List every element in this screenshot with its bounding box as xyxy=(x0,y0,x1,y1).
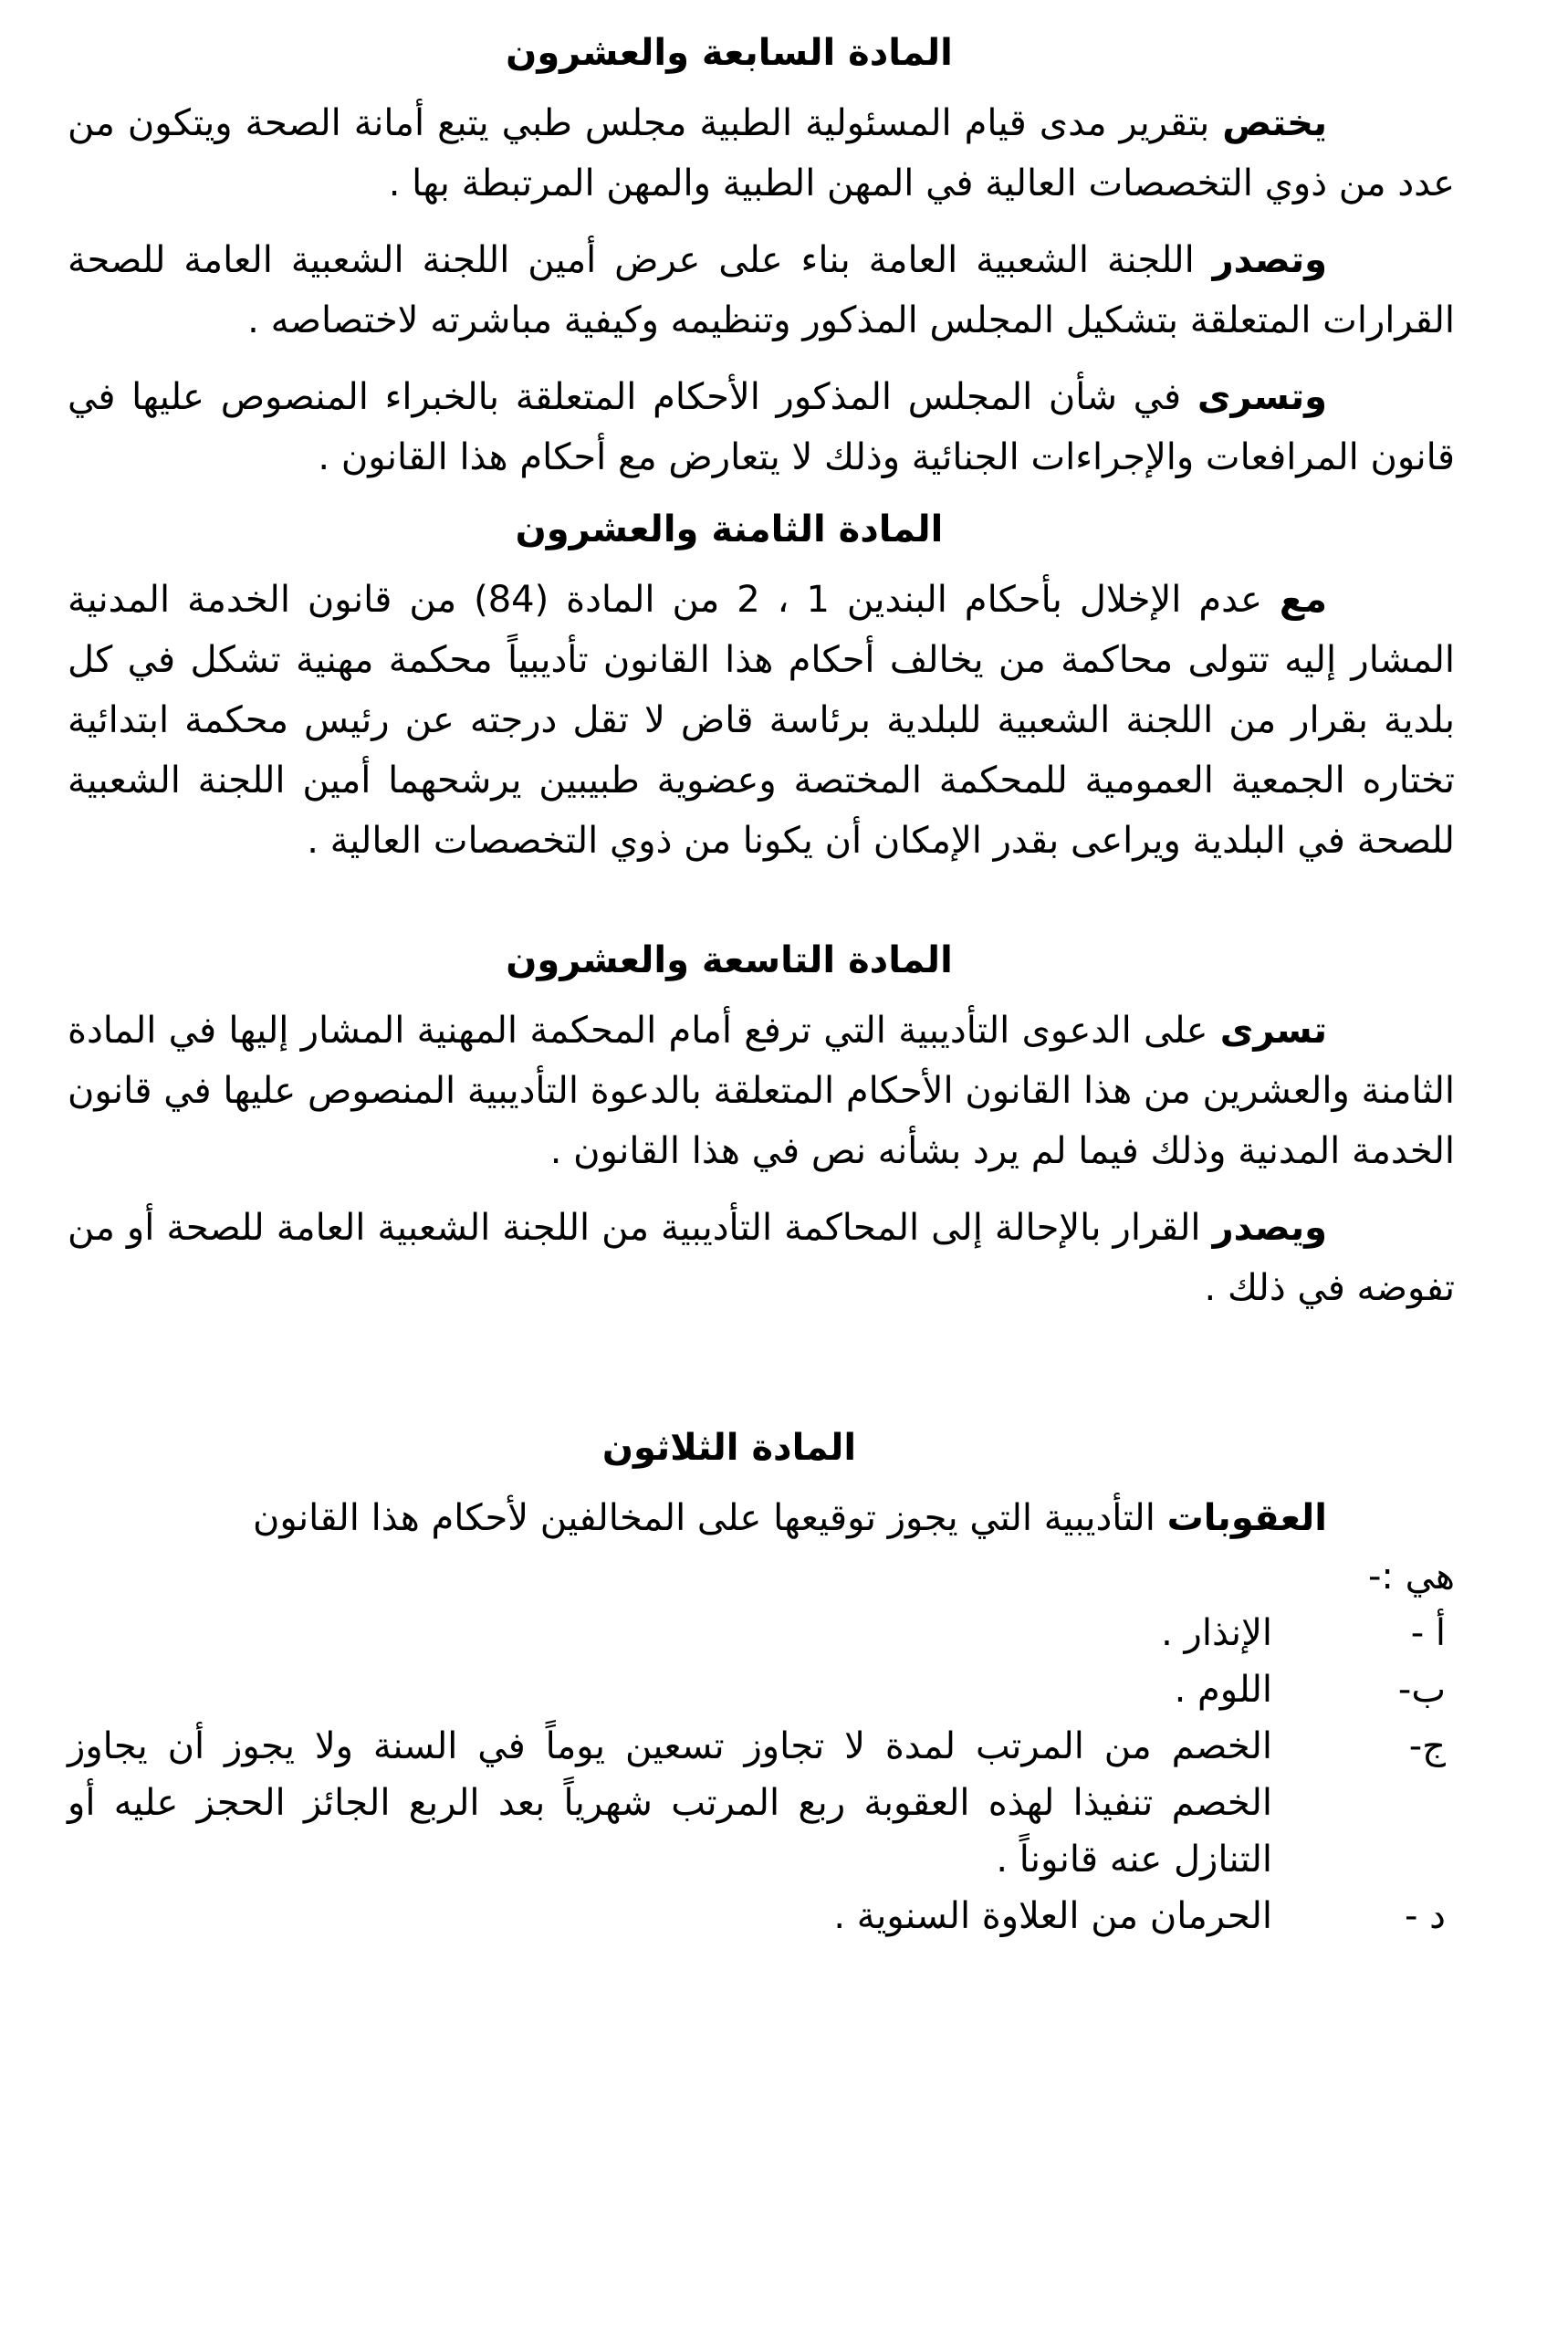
article-28 xyxy=(68,504,1455,871)
article-paragraph xyxy=(68,570,1455,871)
penalties-list xyxy=(68,1605,1455,1944)
paragraph-lead-word: ويصدر xyxy=(1212,1207,1327,1249)
list-item-text: الإنذار . xyxy=(1161,1612,1272,1654)
article-paragraph xyxy=(68,230,1455,351)
article-paragraph xyxy=(68,93,1455,214)
list-marker: ب- xyxy=(1397,1669,1446,1711)
paragraph-lead-word: وتصدر xyxy=(1212,239,1327,281)
article-paragraph xyxy=(68,1198,1455,1318)
list-item xyxy=(68,1718,1455,1888)
list-item-text: اللوم . xyxy=(1174,1669,1272,1711)
article-paragraph xyxy=(68,367,1455,487)
paragraph-lead-word: يختص xyxy=(1222,102,1327,144)
paragraph-lead-word: العقوبات xyxy=(1166,1497,1327,1539)
article-heading: المادة السابعة والعشرون xyxy=(506,32,953,74)
list-item xyxy=(68,1605,1455,1661)
paragraph-lead-word: تسرى xyxy=(1219,1010,1327,1052)
paragraph-text: على الدعوى التأديبية التي ترفع أمام المحكمة المهنية المشار إليها في المادة الثامنة والعشرين من هذا القانون الأحكام المتعلقة بالدعوة التأديبية المنصوص عليها في قانون الخدمة المدنية وذلك فيما لم يرد بشأنه نص في هذا القانون . xyxy=(68,1010,1455,1172)
list-item-text: الخصم من المرتب لمدة لا تجاوز تسعين يوماً في السنة ولا يجوز أن يجاوز الخصم تنفيذا لهذه العقوبة ربع المرتب شهرياً بعد الربع الجائز الحجز عليه أو التنازل عنه قانوناً . xyxy=(68,1725,1272,1881)
article-27 xyxy=(68,27,1455,487)
paragraph-text: اللجنة الشعبية العامة بناء على عرض أمين اللجنة الشعبية العامة للصحة القرارات المتعلقة بتشكيل المجلس المذكور وتنظيمه وكيفية مباشرته لاختصاصه . xyxy=(68,239,1455,341)
article-paragraph xyxy=(68,1488,1455,1548)
paragraph-text: في شأن المجلس المذكور الأحكام المتعلقة بالخبراء المنصوص عليها في قانون المرافعات والإجراءات الجنائية وذلك لا يتعارض مع أحكام هذا القانون . xyxy=(68,376,1455,478)
list-marker: ج- xyxy=(1408,1725,1446,1767)
article-heading: المادة الثلاثون xyxy=(601,1427,857,1469)
paragraph-lead-word: وتسرى xyxy=(1197,376,1327,418)
paragraph-lead-word: مع xyxy=(1279,579,1327,621)
paragraph-text: القرار بالإحالة إلى المحاكمة التأديبية من اللجنة الشعبية العامة للصحة أو من تفوضه في ذلك . xyxy=(68,1207,1455,1309)
paragraph-text: عدم الإخلال بأحكام البندين 1 ، 2 من المادة (84) من قانون الخدمة المدنية المشار إليه تتولى محاكمة من يخالف أحكام هذا القانون تأديبياً محكمة مهنية تشكل في كل بلدية بقرار من اللجنة الشعبية للبلدية برئاسة قاض لا تقل درجته عن رئيس محكمة ابتدائية تختاره الجمعية العمومية للمحكمة المختصة وعضوية طبيبين يرشحهما أمين اللجنة الشعبية للصحة في البلدية ويراعى بقدر الإمكان أن يكونا من ذوي التخصصات العالية . xyxy=(68,579,1455,862)
list-marker: د - xyxy=(1405,1895,1446,1937)
article-paragraph xyxy=(68,1001,1455,1181)
list-marker: أ - xyxy=(1410,1612,1446,1654)
list-item-text: الحرمان من العلاوة السنوية . xyxy=(833,1895,1272,1937)
article-heading: المادة التاسعة والعشرون xyxy=(506,939,953,981)
list-item xyxy=(68,1661,1455,1718)
spacer xyxy=(68,1335,1455,1422)
article-heading: المادة الثامنة والعشرون xyxy=(515,508,944,550)
paragraph-text: بتقرير مدى قيام المسئولية الطبية مجلس طبي يتبع أمانة الصحة ويتكون من عدد من ذوي التخصصات العالية في المهن الطبية والمهن المرتبطة بها . xyxy=(68,102,1455,204)
paragraph-text: التأديبية التي يجوز توقيعها على المخالفين لأحكام هذا القانون xyxy=(252,1497,1167,1539)
document-page xyxy=(68,27,1455,1944)
list-intro-text: هي :- xyxy=(1367,1556,1455,1598)
article-29 xyxy=(68,935,1455,1318)
list-item xyxy=(68,1888,1455,1944)
article-30 xyxy=(68,1422,1455,1944)
spacer xyxy=(68,887,1455,935)
